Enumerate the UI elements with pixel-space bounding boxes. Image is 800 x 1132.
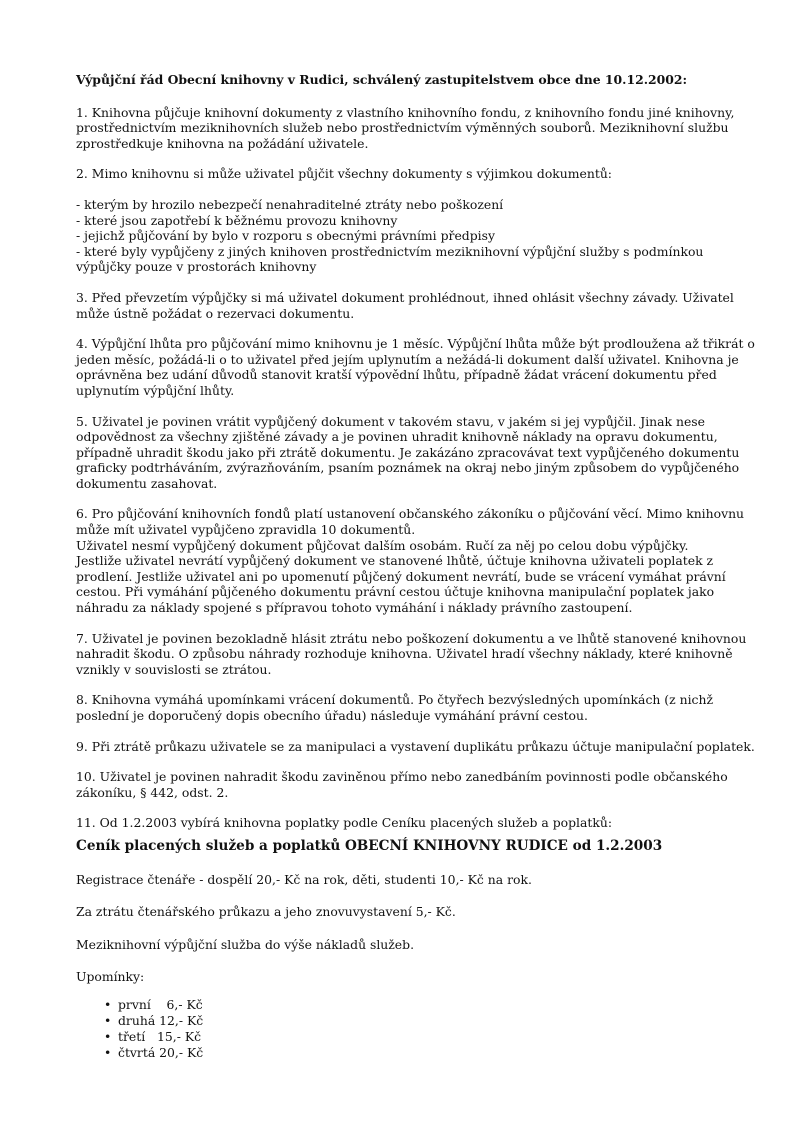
section-7-line: nahradit škodu. O způsobu náhrady rozhoduje knihovna. Uživatel hradí všechny náklady, které knihovně xyxy=(76,646,733,662)
section-6-line: 6. Pro půjčování knihovních fondů platí ustanovení občanského zákoníku o půjčování věcí. Mimo knihovnu xyxy=(76,506,745,522)
section-6-line: prodlení. Jestliže uživatel ani po upomenutí půjčený dokument nevrátí, bude se vrácení vymáhat právní xyxy=(76,568,726,584)
list-item xyxy=(104,1045,726,1061)
section-5-line: 5. Uživatel je povinen vrátit vypůjčený dokument v takovém stavu, v jakém si jej vypůjčil. Jinak nese xyxy=(76,413,706,429)
bullet-icon: • xyxy=(104,1028,112,1044)
section-3-line: 3. Před převzetím výpůjčky si má uživatel dokument prohlédnout, ihned ohlásit všechny závady. Uživatel xyxy=(76,289,734,305)
reminder-fee: první 6,- Kč xyxy=(118,996,203,1012)
section-11-line: 11. Od 1.2.2003 vybírá knihovna poplatky podle Ceníku placených služeb a poplatků: xyxy=(76,815,613,831)
reminder-fee: druhá 12,- Kč xyxy=(118,1012,204,1028)
section-2 xyxy=(76,166,726,182)
list-item xyxy=(104,1029,726,1045)
section-6-line: může mít uživatel vypůjčeno zpravidla 10 dokumentů. xyxy=(76,522,416,538)
list-item xyxy=(104,997,726,1013)
section-7-line: vznikly v souvislosti se ztrátou. xyxy=(76,661,272,677)
section-8-line: 8. Knihovna vymáhá upomínkami vrácení dokumentů. Po čtyřech bezvýsledných upomínkách (z nichž xyxy=(76,692,713,708)
section-4-line: oprávněna bez udání důvodů stanovit kratší výpovědní lhůtu, případně žádat vrácení dokumentu před xyxy=(76,367,717,383)
section-5 xyxy=(76,413,740,492)
list-item: - které jsou zapotřebí k běžnému provozu knihovny xyxy=(76,212,398,228)
section-6-line: náhradu za náklady spojené s přípravou tohoto vymáhání i náklady právního zastoupení. xyxy=(76,600,633,616)
section-4 xyxy=(76,336,755,398)
reminder-fee: třetí 15,- Kč xyxy=(118,1028,202,1044)
reminder-fee: čtvrtá 20,- Kč xyxy=(118,1044,204,1060)
exceptions-list xyxy=(76,197,726,275)
list-item xyxy=(104,1013,726,1029)
bullet-icon: • xyxy=(104,996,112,1012)
section-6-line: cestou. Při vymáhání půjčeného dokumentu právní cestou účtuje knihovna manipulační poplatek jako xyxy=(76,584,715,600)
section-3 xyxy=(76,289,734,321)
section-1-line: prostřednictvím meziknihovních služeb nebo prostřednictvím výměnných souborů. Meziknihovní službu xyxy=(76,120,729,136)
section-10-line: 10. Uživatel je povinen nahradit škodu zaviněnou přímo nebo zanedbáním povinnosti podle občanského xyxy=(76,769,728,785)
interlibrary-fee: Meziknihovní výpůjční služba do výše nákladů služeb. xyxy=(76,936,415,952)
list-item: - jejichž půjčování by bylo v rozporu s obecnými právními předpisy xyxy=(76,228,495,244)
list-item: - které byly vypůjčeny z jiných knihoven prostřednictvím meziknihovní výpůjční služby s podmínkou xyxy=(76,243,704,259)
section-5-line: graficky podtrháváním, zvýrazňováním, psaním poznámek na okraj nebo jiným způsobem do vypůjčeného xyxy=(76,460,740,476)
section-9-line: 9. Při ztrátě průkazu uživatele se za manipulaci a vystavení duplikátu průkazu účtuje manipulační poplatek. xyxy=(76,738,755,754)
section-1 xyxy=(76,104,735,152)
reminders-label: Upomínky: xyxy=(76,969,145,985)
section-11 xyxy=(76,815,726,831)
bullet-icon: • xyxy=(104,1044,112,1060)
section-4-line: jeden měsíc, požádá-li o to uživatel před jejím uplynutím a nežádá-li dokument další uživatel. Knihovna je xyxy=(76,351,739,367)
section-8 xyxy=(76,692,726,723)
document-page xyxy=(76,72,755,1061)
section-1-line: zprostředkuje knihovna na požádání uživatele. xyxy=(76,135,369,151)
section-5-line: dokumentu zasahovat. xyxy=(76,475,218,491)
section-9 xyxy=(76,738,755,755)
section-6 xyxy=(76,506,745,616)
reminders-list xyxy=(76,997,726,1061)
price-list-heading: Ceník placených služeb a poplatků OBECNÍ KNIHOVNY RUDICE od 1.2.2003 xyxy=(76,837,663,854)
section-5-line: odpovědnost za všechny zjištěné závady a je povinen uhradit knihovně náklady na opravu dokumentu, xyxy=(76,429,718,445)
section-2-line: 2. Mimo knihovnu si může uživatel půjčit všechny dokumenty s výjimkou dokumentů: xyxy=(76,166,612,182)
section-10-line: zákoníku, § 442, odst. 2. xyxy=(76,784,229,800)
section-1-line: 1. Knihovna půjčuje knihovní dokumenty z vlastního knihovního fondu, z knihovního fondu jiné knihovny, xyxy=(76,104,735,120)
section-6-line: Uživatel nesmí vypůjčený dokument půjčovat dalším osobám. Ručí za něj po celou dobu výpůjčky. xyxy=(76,537,689,553)
document-title: Výpůjční řád Obecní knihovny v Rudici, schválený zastupitelstvem obce dne 10.12.2002: xyxy=(76,72,688,87)
section-6-line: Jestliže uživatel nevrátí vypůjčený dokument ve stanovené lhůtě, účtuje knihovna uživateli poplatek z xyxy=(76,553,714,569)
bullet-icon: • xyxy=(104,1012,112,1028)
section-10 xyxy=(76,769,726,800)
section-3-line: může ústně požádat o rezervaci dokumentu. xyxy=(76,305,355,321)
registration-fee: Registrace čtenáře - dospělí 20,- Kč na rok, děti, studenti 10,- Kč na rok. xyxy=(76,871,532,887)
section-5-line: případně uhradit škodu jako při ztrátě dokumentu. Je zakázáno zpracovávat text vypůjčeného dokumentu xyxy=(76,444,740,460)
section-4-line: 4. Výpůjční lhůta pro půjčování mimo knihovnu je 1 měsíc. Výpůjční lhůta může být prodloužena až třikrát o xyxy=(76,336,755,352)
list-item: - kterým by hrozilo nebezpečí nenahraditelné ztráty nebo poškození xyxy=(76,196,504,212)
section-4-line: uplynutím výpůjční lhůty. xyxy=(76,382,235,398)
lost-card-fee: Za ztrátu čtenářského průkazu a jeho znovuvystavení 5,- Kč. xyxy=(76,904,456,920)
section-7 xyxy=(76,630,747,678)
section-8-line: poslední je doporučený dopis obecního úřadu) následuje vymáhání právní cestou. xyxy=(76,708,588,723)
list-item: výpůjčky pouze v prostorách knihovny xyxy=(76,259,317,275)
section-7-line: 7. Uživatel je povinen bezokladně hlásit ztrátu nebo poškození dokumentu a ve lhůtě stanovené knihovnou xyxy=(76,630,747,646)
